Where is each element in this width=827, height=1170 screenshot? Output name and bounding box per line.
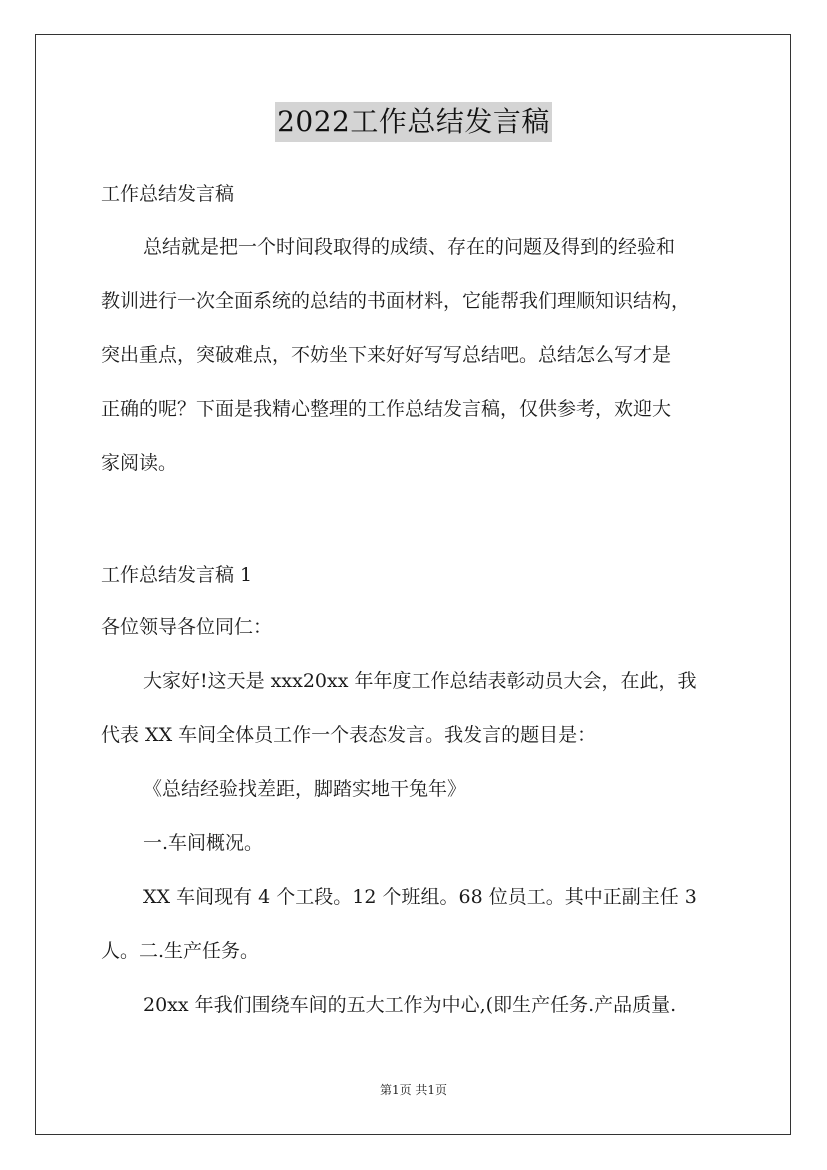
paragraph-line: 人。二.生产任务。	[101, 940, 260, 962]
page-footer: 第1页 共1页	[379, 1083, 448, 1097]
list-heading: 一.车间概况。	[143, 832, 264, 854]
paragraph-line: 大家好!这天是 xxx20xx 年年度工作总结表彰动员大会，在此，我	[143, 670, 697, 692]
section-heading: 工作总结发言稿	[101, 183, 235, 205]
paragraph-line: 家阅读。	[101, 452, 178, 474]
paragraph-line: 正确的呢？下面是我精心整理的工作总结发言稿，仅供参考，欢迎大	[101, 398, 672, 420]
document-title: 2022工作总结发言稿	[275, 102, 552, 142]
salutation: 各位领导各位同仁：	[101, 616, 273, 638]
paragraph-line: 20xx 年我们围绕车间的五大工作为中心,(即生产任务.产品质量.	[143, 994, 677, 1016]
title-container	[0, 102, 827, 142]
speech-title: 《总结经验找差距，脚踏实地干兔年》	[143, 778, 467, 800]
paragraph-line: XX 车间现有 4 个工段。12 个班组。68 位员工。其中正副主任 3	[143, 886, 697, 908]
section-heading: 工作总结发言稿 1	[101, 564, 253, 586]
paragraph-line: 总结就是把一个时间段取得的成绩、存在的问题及得到的经验和	[143, 236, 676, 258]
paragraph-line: 突出重点，突破难点，不妨坐下来好好写写总结吧。总结怎么写才是	[101, 344, 672, 366]
paragraph-line: 代表 XX 车间全体员工作一个表态发言。我发言的题目是：	[101, 724, 597, 746]
paragraph-line: 教训进行一次全面系统的总结的书面材料，它能帮我们理顺知识结构，	[101, 290, 691, 312]
